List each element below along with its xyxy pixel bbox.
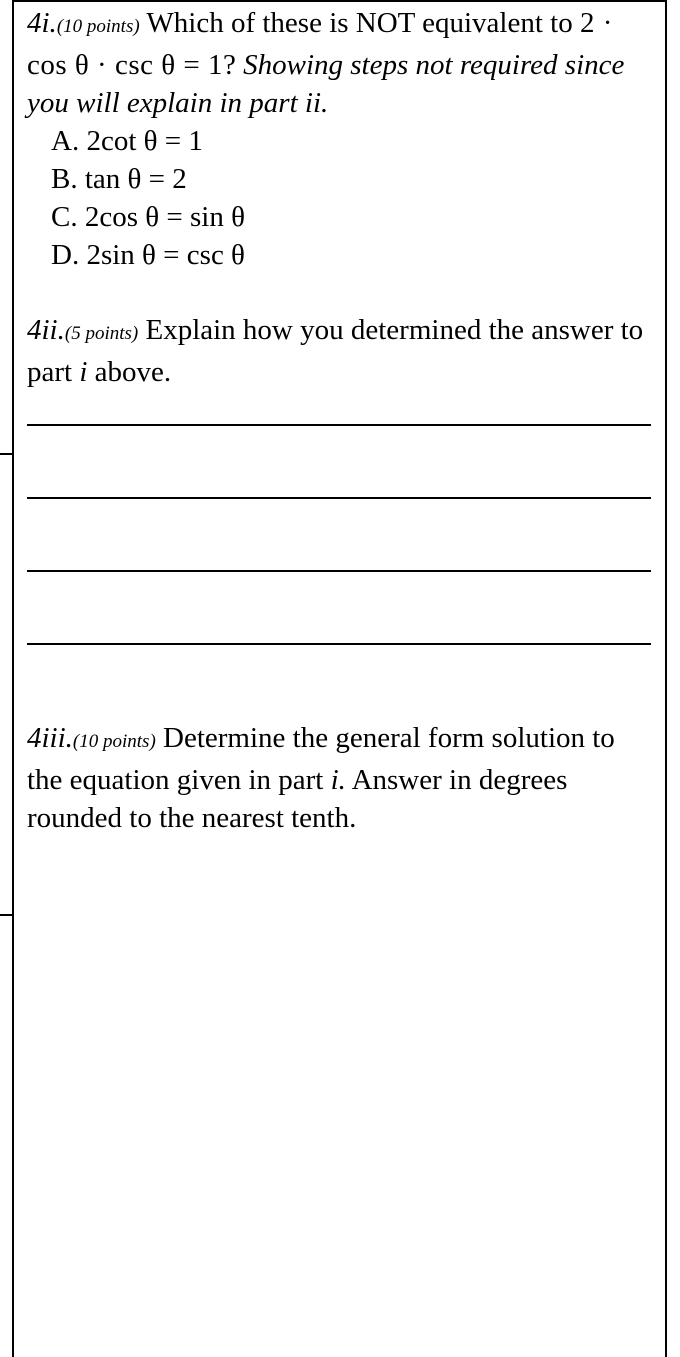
outer-tick-lower	[0, 914, 14, 916]
part-reference: i	[79, 356, 88, 388]
points-label: (10 points)	[56, 16, 140, 37]
answer-lines	[27, 424, 657, 645]
option-a: A. 2cot θ = 1	[51, 125, 203, 157]
answer-line[interactable]	[27, 497, 651, 499]
points-label: (5 points)	[64, 323, 139, 344]
question-4iii	[27, 719, 657, 837]
question-prompt: Determine the general form solution to the equation given in part	[27, 722, 615, 796]
question-prompt: Explain how you determined the answer to part	[27, 314, 644, 388]
question-4i	[27, 4, 657, 274]
option-d: D. 2sin θ = csc θ	[51, 239, 245, 271]
right-border	[665, 0, 667, 1357]
question-content	[27, 4, 657, 837]
outer-tick-upper	[0, 453, 14, 455]
answer-options	[51, 122, 657, 274]
points-label: (10 points)	[72, 731, 156, 752]
option-b: B. tan θ = 2	[51, 163, 187, 195]
question-4ii	[27, 311, 657, 391]
question-number: 4ii.	[27, 314, 65, 346]
option-c: C. 2cos θ = sin θ	[51, 201, 245, 233]
answer-line[interactable]	[27, 424, 651, 426]
equation: 2 · cos θ · csc θ = 1	[27, 7, 613, 81]
question-prompt-end: Answer in degrees rounded to the nearest tenth.	[27, 764, 568, 834]
left-border	[12, 0, 14, 1357]
answer-line[interactable]	[27, 570, 651, 572]
question-prompt-end: above.	[94, 356, 172, 388]
instruction-text: Showing steps not required since you will explain in part ii.	[27, 49, 625, 119]
question-number: 4iii.	[27, 722, 73, 754]
part-reference: i.	[330, 764, 346, 796]
answer-line[interactable]	[27, 643, 651, 645]
question-number: 4i.	[27, 7, 57, 39]
top-border	[12, 0, 667, 2]
question-mark: ?	[222, 49, 236, 81]
question-prompt: Which of these is NOT equivalent to	[146, 7, 573, 39]
